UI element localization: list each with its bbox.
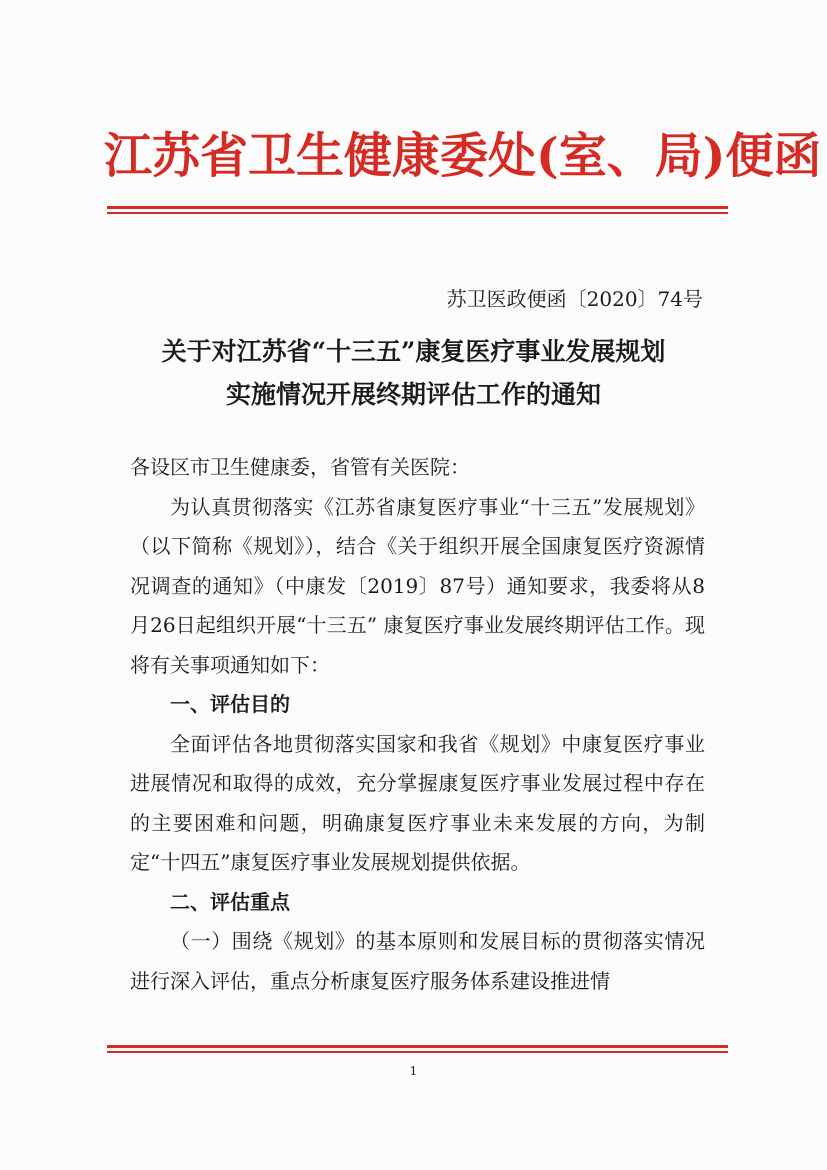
red-rule-bottom-thick bbox=[107, 1045, 728, 1048]
notice-title-line-2: 实施情况开展终期评估工作的通知 bbox=[225, 380, 601, 409]
notice-title-line-1: 关于对江苏省“十三五”康复医疗事业发展规划 bbox=[161, 337, 666, 366]
document-body bbox=[130, 448, 705, 1001]
section-heading-purpose: 一、评估目的 bbox=[170, 692, 290, 716]
salutation: 各设区市卫生健康委，省管有关医院： bbox=[130, 455, 470, 479]
document-number: 苏卫医政便函〔2020〕74号 bbox=[446, 287, 703, 311]
red-rule-bottom-thin bbox=[107, 1051, 728, 1053]
masthead-title: 江苏省卫生健康委处(室、局)便函 bbox=[104, 128, 822, 184]
page-number: 1 bbox=[409, 1064, 418, 1078]
section-heading-focus: 二、评估重点 bbox=[170, 889, 290, 914]
intro-paragraph: 为认真贯彻落实《江苏省康复医疗事业“十三五”发展规划》（以下简称《规划》），结合《关于组织开展全国康复医疗资源情况调查的通知》（中康发〔2019〕87号）通知要求，我委将从8月26日起组织开展“十三五” 康复医疗事业发展终期评估工作。现将有关事项通知如下： bbox=[130, 494, 705, 677]
red-rule-top-thin bbox=[107, 212, 728, 214]
purpose-paragraph: 全面评估各地贯彻落实国家和我省《规划》中康复医疗事业进展情况和取得的成效，充分掌握康复医疗事业发展过程中存在的主要困难和问题，明确康复医疗事业未来发展的方向，为制定“十四五”康复医疗事业发展规划提供依据。 bbox=[130, 731, 705, 874]
red-rule-top-thick bbox=[107, 206, 728, 209]
focus-item-1: （一）围绕《规划》的基本原则和发展目标的贯彻落实情况进行深入评估，重点分析康复医疗服务体系建设推进情 bbox=[130, 929, 705, 993]
